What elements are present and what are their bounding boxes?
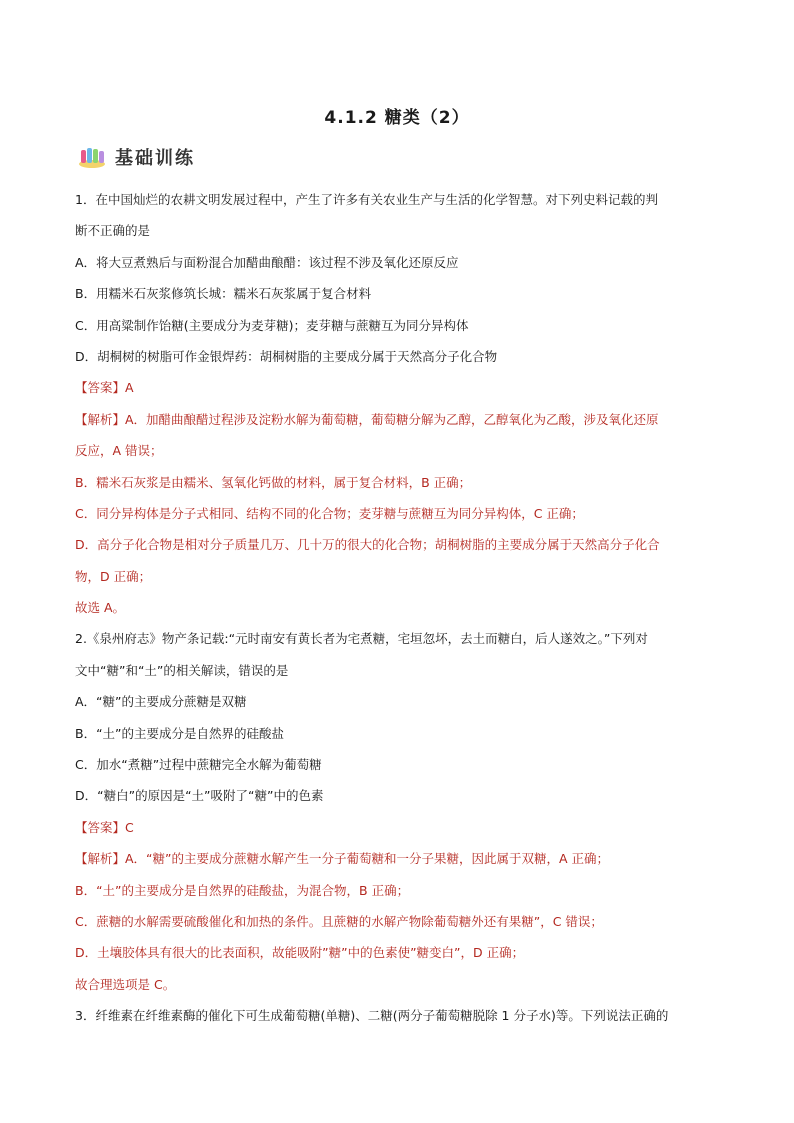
answer-line: D．土壤胶体具有很大的比表面积，故能吸附”糖”中的色素使”糖变白”，D 正确； xyxy=(75,945,525,961)
question-line: 1．在中国灿烂的农耕文明发展过程中，产生了许多有关农业生产与生活的化学智慧。对下列史料记载的判 xyxy=(75,192,658,207)
answer-line: B．糯米石灰浆是由糯米、氢氧化钙做的材料，属于复合材料，B 正确； xyxy=(75,474,472,490)
answer-line: 【解析】A．加醋曲酿醋过程涉及淀粉水解为葡萄糖，葡萄糖分解为乙醇，乙醇氧化为乙酸，涉及氧化还原 xyxy=(75,411,659,427)
answer-line: C．蔗糖的水解需要硫酸催化和加热的条件。且蔗糖的水解产物除葡萄糖外还有果糖”，C 错误； xyxy=(75,913,603,929)
question-line: B．用糯米石灰浆修筑长城：糯米石灰浆属于复合材料 xyxy=(75,286,372,302)
question-line: C．用高粱制作饴糖(主要成分为麦芽糖)；麦芽糖与蔗糖互为同分异构体 xyxy=(75,317,469,333)
answer-line: 物，D 正确； xyxy=(75,568,152,584)
answer-line: 故合理选项是 C。 xyxy=(75,976,176,992)
answer-line: B．“土”的主要成分是自然界的硅酸盐，为混合物，B 正确； xyxy=(75,882,410,898)
question-line: 文中“糖”和“土”的相关解读，错误的是 xyxy=(75,662,289,678)
question-line: 断不正确的是 xyxy=(75,223,151,239)
question-line: B．“土”的主要成分是自然界的硅酸盐 xyxy=(75,725,285,741)
question-content xyxy=(75,184,725,1032)
question-line: A．将大豆煮熟后与面粉混合加醋曲酿醋：该过程不涉及氧化还原反应 xyxy=(75,254,459,270)
answer-line: D．高分子化合物是相对分子质量几万、几十万的很大的化合物；胡桐树脂的主要成分属于天然高分子化合 xyxy=(75,537,660,553)
answer-line: 【答案】A xyxy=(75,380,134,396)
answer-line: 【解析】A．“糖”的主要成分蔗糖水解产生一分子葡萄糖和一分子果糖，因此属于双糖，A 正确； xyxy=(75,851,610,867)
answer-line: 反应，A 错误； xyxy=(75,443,163,459)
answer-line: 故选 A。 xyxy=(75,600,126,616)
question-line: D．“糖白”的原因是“土”吸附了“糖”中的色素 xyxy=(75,788,324,804)
question-line: 2.《泉州府志》物产条记载:“元时南安有黄长者为宅煮糖，宅垣忽坏，去土而糖白，后人遂效之。”下列对 xyxy=(75,631,648,647)
question-line: 3．纤维素在纤维素酶的催化下可生成葡萄糖(单糖)、二糖(两分子葡萄糖脱除 1 分子水)等。下列说法正确的 xyxy=(75,1008,669,1024)
page-title: 4.1.2 糖类（2） xyxy=(324,108,470,128)
question-line: C．加水“煮糖”过程中蔗糖完全水解为葡萄糖 xyxy=(75,757,322,773)
pencils-icon xyxy=(77,145,107,169)
question-line: D．胡桐树的树脂可作金银焊药：胡桐树脂的主要成分属于天然高分子化合物 xyxy=(75,348,498,364)
section-header xyxy=(77,144,195,170)
answer-line: C．同分异构体是分子式相同、结构不同的化合物；麦芽糖与蔗糖互为同分异构体，C 正确； xyxy=(75,505,584,521)
section-label: 基础训练 xyxy=(115,148,195,169)
question-line: A．“糖”的主要成分蔗糖是双糖 xyxy=(75,694,247,710)
answer-line: 【答案】C xyxy=(75,819,134,835)
